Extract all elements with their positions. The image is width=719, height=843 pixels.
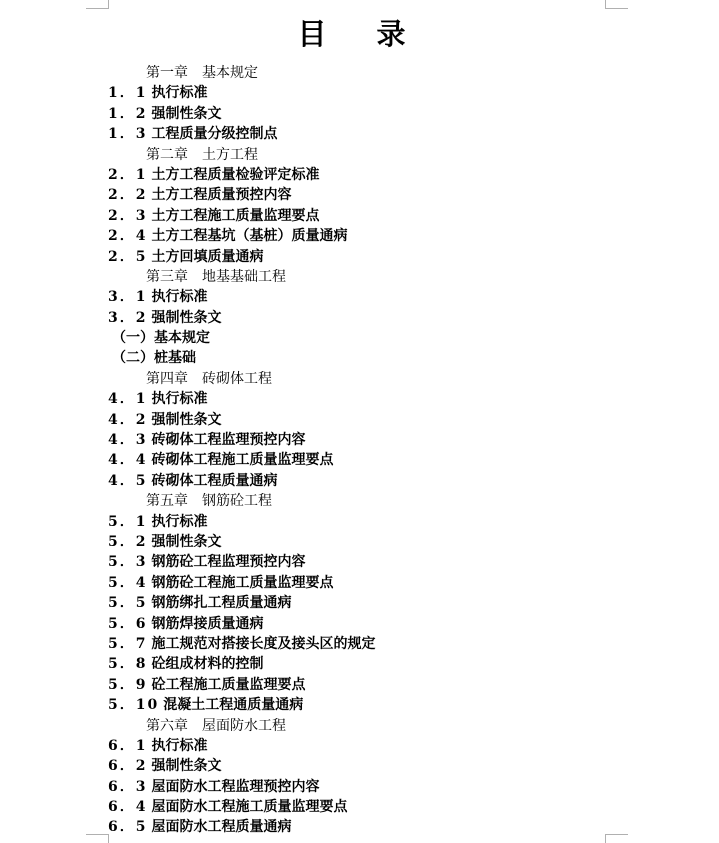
toc-entry-text: 砖砌体工程监理预控内容	[151, 432, 306, 449]
toc-entry-text: 第二章 土方工程	[146, 146, 258, 163]
toc-chapter-heading	[108, 267, 668, 287]
toc-entry-text: 第一章 基本规定	[146, 65, 258, 81]
table-of-contents	[108, 63, 668, 838]
toc-entry	[108, 797, 668, 817]
toc-entry-text: 第五章 钢筋砼工程	[146, 493, 272, 510]
toc-entry-number: 4．4	[108, 452, 148, 469]
toc-entry	[108, 817, 668, 837]
toc-entry	[108, 226, 668, 246]
toc-entry-number: 2．2	[108, 187, 148, 204]
toc-entry-number: 6．5	[108, 819, 148, 836]
toc-chapter-heading	[108, 63, 668, 83]
toc-entry-number: 4．1	[108, 391, 148, 408]
toc-entry-text: 砼工程施工质量监理要点	[151, 676, 306, 693]
toc-entry-text: 屋面防水工程施工质量监理要点	[151, 799, 348, 816]
toc-entry-text: 土方工程质量预控内容	[151, 187, 292, 204]
toc-entry	[108, 389, 668, 409]
toc-entry	[108, 471, 668, 491]
toc-entry	[108, 124, 668, 144]
crop-mark-top-left	[86, 0, 109, 9]
toc-entry	[108, 348, 668, 368]
toc-entry	[108, 573, 668, 593]
toc-entry	[108, 512, 668, 532]
toc-entry-number: 5．1	[108, 513, 148, 530]
toc-entry	[108, 185, 668, 205]
toc-entry-number: 4．2	[108, 411, 148, 428]
toc-entry-text: 钢筋绑扎工程质量通病	[151, 595, 292, 612]
toc-chapter-heading	[108, 491, 668, 511]
toc-entry-number: 5．6	[108, 615, 148, 632]
toc-entry-number: 5．9	[108, 676, 148, 693]
toc-entry-number: 4．3	[108, 432, 148, 449]
toc-entry-text: 强制性条文	[151, 411, 222, 428]
toc-entry-number: 5．4	[108, 574, 148, 591]
toc-entry-text: 砖砌体工程质量通病	[151, 472, 278, 489]
toc-entry	[108, 430, 668, 450]
toc-entry-number: 6．1	[108, 737, 148, 754]
toc-entry	[108, 247, 668, 267]
toc-entry	[108, 328, 668, 348]
toc-entry	[108, 736, 668, 756]
toc-entry-text: （一）基本规定	[112, 330, 210, 347]
toc-entry-text: 第三章 地基基础工程	[146, 268, 286, 285]
toc-entry	[108, 593, 668, 613]
toc-entry-text: 第六章 屋面防水工程	[146, 717, 286, 734]
toc-entry-number: 5．7	[108, 635, 148, 652]
toc-entry-text: 执行标准	[151, 85, 208, 102]
toc-entry-text: 土方回填质量通病	[151, 248, 264, 265]
toc-entry-text: 钢筋砼工程监理预控内容	[151, 554, 306, 571]
crop-mark-top-right	[605, 0, 628, 9]
toc-entry-number: 6．4	[108, 799, 148, 816]
toc-entry	[108, 165, 668, 185]
toc-entry-number: 6．2	[108, 758, 148, 775]
toc-entry-number: 4．5	[108, 472, 148, 489]
toc-entry	[108, 206, 668, 226]
toc-entry	[108, 410, 668, 430]
toc-entry-text: 土方工程质量检验评定标准	[151, 166, 320, 183]
toc-entry	[108, 777, 668, 797]
toc-entry-number: 1．3	[108, 126, 148, 143]
toc-entry-text: 钢筋焊接质量通病	[151, 615, 264, 632]
toc-entry-number: 2．5	[108, 248, 148, 265]
toc-entry-text: 强制性条文	[151, 105, 222, 122]
toc-entry-text: 强制性条文	[151, 758, 222, 775]
toc-entry-number: 5．5	[108, 595, 148, 612]
toc-entry-number: 3．2	[108, 309, 148, 326]
toc-entry-text: 砼组成材料的控制	[151, 656, 264, 673]
toc-entry-number: 1．1	[108, 85, 148, 102]
toc-entry-number: 1．2	[108, 105, 148, 122]
toc-entry	[108, 614, 668, 634]
page-title: 目录	[297, 17, 456, 51]
toc-chapter-heading	[108, 716, 668, 736]
toc-entry	[108, 532, 668, 552]
toc-entry-text: 执行标准	[151, 289, 208, 306]
toc-entry	[108, 756, 668, 776]
toc-entry-text: 屋面防水工程监理预控内容	[151, 778, 320, 795]
toc-entry-text: 混凝土工程通质量通病	[163, 697, 304, 714]
toc-entry	[108, 83, 668, 103]
toc-entry-text: 工程质量分级控制点	[151, 126, 278, 143]
toc-entry-text: 砖砌体工程施工质量监理要点	[151, 452, 334, 469]
toc-entry	[108, 308, 668, 328]
toc-entry-text: 施工规范对搭接长度及接头区的规定	[151, 635, 376, 652]
toc-entry-number: 5．10	[108, 697, 160, 714]
toc-chapter-heading	[108, 369, 668, 389]
toc-entry	[108, 654, 668, 674]
toc-entry	[108, 552, 668, 572]
toc-entry-text: （二）桩基础	[112, 350, 196, 367]
toc-entry-text: 屋面防水工程质量通病	[151, 819, 292, 836]
toc-entry-text: 土方工程基坑（基桩）质量通病	[151, 228, 348, 245]
toc-entry-number: 2．3	[108, 207, 148, 224]
toc-entry-number: 6．3	[108, 778, 148, 795]
toc-entry-text: 钢筋砼工程施工质量监理要点	[151, 574, 334, 591]
toc-entry-text: 执行标准	[151, 737, 208, 754]
toc-entry-text: 强制性条文	[151, 309, 222, 326]
toc-entry-number: 3．1	[108, 289, 148, 306]
toc-entry-number: 2．4	[108, 228, 148, 245]
toc-entry	[108, 104, 668, 124]
toc-entry-number: 5．8	[108, 656, 148, 673]
toc-entry-text: 执行标准	[151, 513, 208, 530]
toc-entry-text: 强制性条文	[151, 533, 222, 550]
toc-chapter-heading	[108, 145, 668, 165]
toc-entry	[108, 287, 668, 307]
toc-entry-number: 5．3	[108, 554, 148, 571]
toc-entry	[108, 634, 668, 654]
toc-entry-number: 5．2	[108, 533, 148, 550]
toc-entry-text: 执行标准	[151, 391, 208, 408]
toc-entry	[108, 450, 668, 470]
toc-entry-text: 土方工程施工质量监理要点	[151, 207, 320, 224]
toc-entry	[108, 695, 668, 715]
toc-entry-number: 2．1	[108, 166, 148, 183]
toc-entry-text: 第四章 砖砌体工程	[146, 370, 272, 387]
toc-entry	[108, 675, 668, 695]
